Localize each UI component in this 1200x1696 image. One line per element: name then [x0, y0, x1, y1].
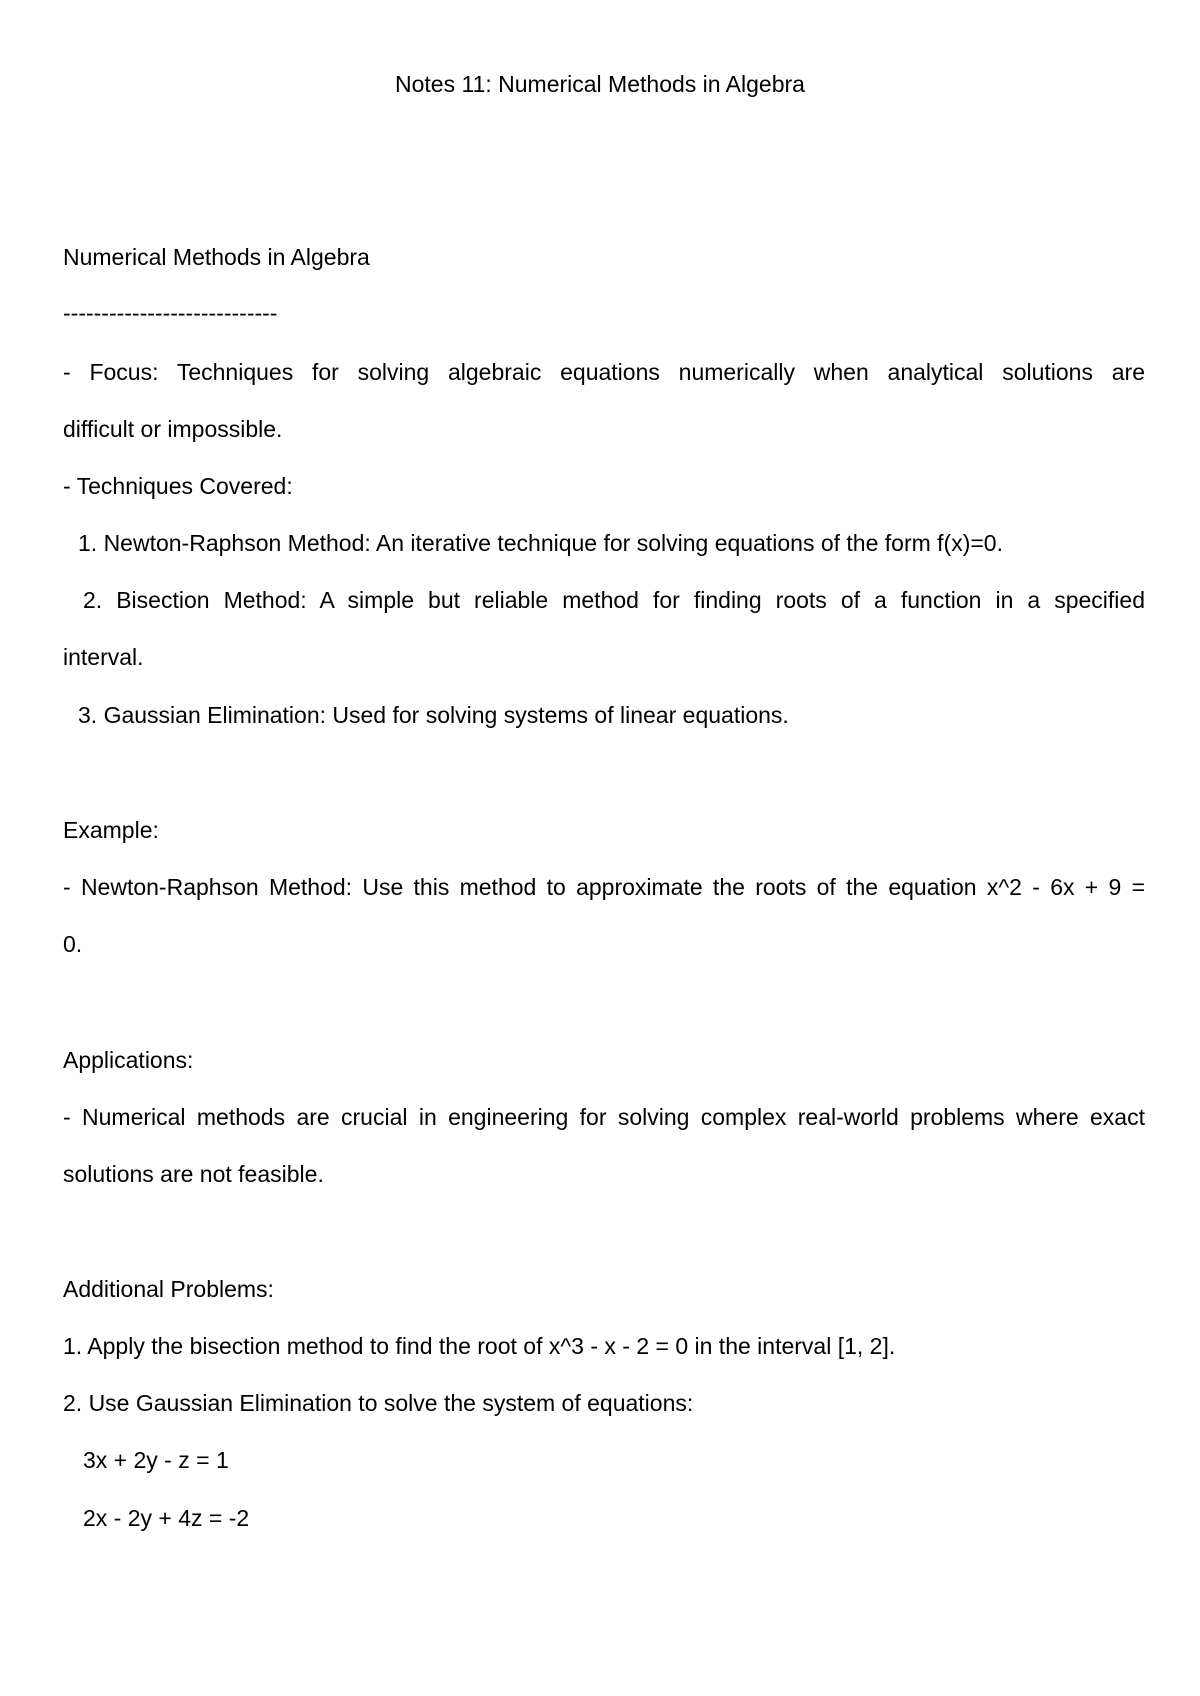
applications-line-1: - Numerical methods are crucial in engineering for solving complex real-world problems where exact	[63, 1104, 1145, 1130]
focus-line-1: - Focus: Techniques for solving algebraic equations numerically when analytical solutions are	[63, 359, 1145, 385]
applications-heading: Applications:	[63, 1047, 194, 1073]
problems-heading: Additional Problems:	[63, 1276, 274, 1302]
example-heading: Example:	[63, 817, 159, 843]
problem-1: 1. Apply the bisection method to find the root of x^3 - x - 2 = 0 in the interval [1, 2].	[63, 1333, 896, 1359]
divider-rule: ----------------------------	[63, 300, 278, 326]
section-heading: Numerical Methods in Algebra	[63, 244, 370, 270]
technique-item-3: 3. Gaussian Elimination: Used for solving systems of linear equations.	[78, 702, 789, 728]
example-line-2: 0.	[63, 931, 83, 957]
techniques-label: - Techniques Covered:	[63, 473, 293, 499]
focus-line-2: difficult or impossible.	[63, 416, 283, 442]
applications-line-2: solutions are not feasible.	[63, 1161, 324, 1187]
problem-2: 2. Use Gaussian Elimination to solve the system of equations:	[63, 1390, 694, 1416]
technique-item-2-line-1: 2. Bisection Method: A simple but reliable method for finding roots of a function in a specified	[83, 587, 1145, 613]
equation-2: 2x - 2y + 4z = -2	[83, 1505, 250, 1531]
technique-item-2-line-2: interval.	[63, 644, 144, 670]
example-line-1: - Newton-Raphson Method: Use this method to approximate the roots of the equation x^2 - 6x + 9 =	[63, 874, 1145, 900]
page-title: Notes 11: Numerical Methods in Algebra	[395, 71, 805, 97]
equation-1: 3x + 2y - z = 1	[83, 1447, 229, 1473]
technique-item-1: 1. Newton-Raphson Method: An iterative technique for solving equations of the form f(x)=0.	[78, 530, 1003, 556]
